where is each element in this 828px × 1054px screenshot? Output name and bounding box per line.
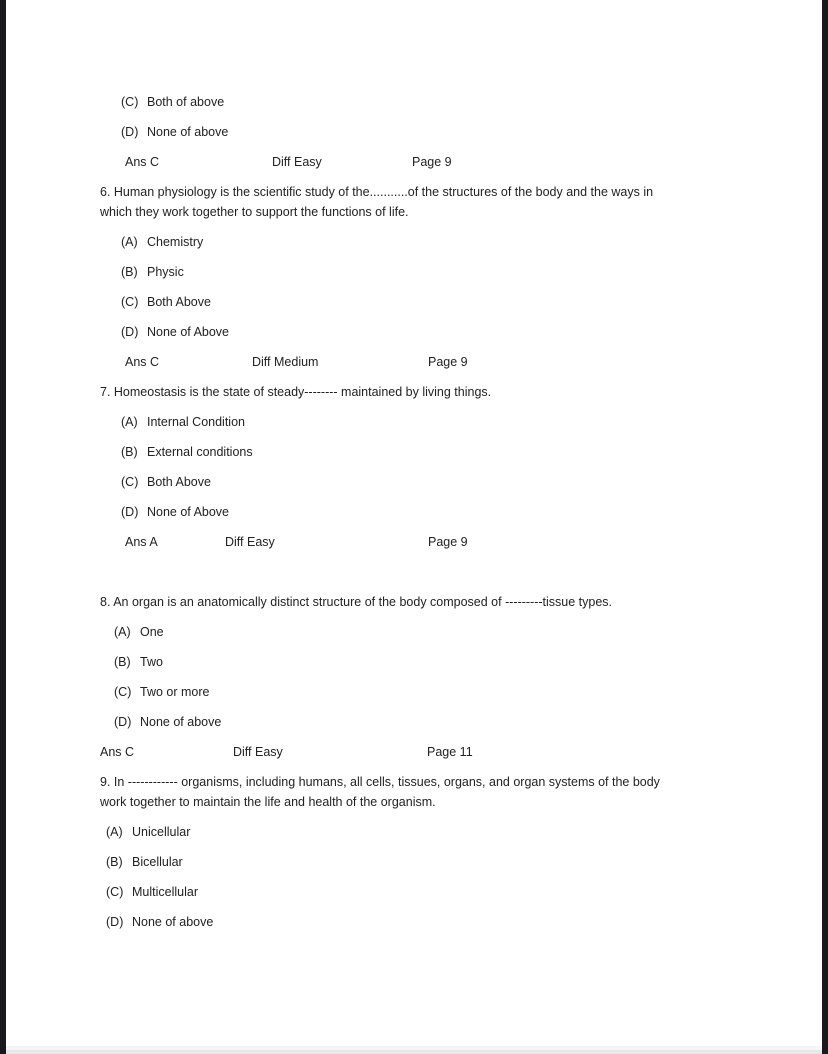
options-list (0, 817, 822, 937)
option-row (0, 287, 822, 317)
page-ref-label: Page 9 (428, 355, 468, 369)
option-row (0, 467, 822, 497)
question-text: 6. Human physiology is the scientific study of the...........of the structures of the body and the ways in which they work together to support the functions of life. (100, 185, 654, 219)
options-list (0, 407, 822, 557)
option-text: None of above (132, 915, 214, 929)
answer-meta-row (0, 737, 822, 767)
difficulty-label: Diff Medium (252, 355, 319, 369)
page-ref-label: Page 9 (428, 535, 468, 549)
option-text: None of above (147, 125, 229, 139)
option-row (0, 647, 822, 677)
option-text: Both Above (147, 475, 211, 489)
difficulty-label: Diff Easy (272, 155, 322, 169)
option-label: (B) (121, 445, 138, 459)
difficulty-label: Diff Easy (233, 745, 283, 759)
option-row (0, 257, 822, 287)
option-row (0, 877, 822, 907)
option-row (0, 227, 822, 257)
option-text: Unicellular (132, 825, 191, 839)
option-label: (C) (121, 295, 139, 309)
option-text: External conditions (147, 445, 253, 459)
option-label: (B) (114, 655, 131, 669)
answer-label: Ans C (125, 355, 160, 369)
option-label: (A) (121, 415, 138, 429)
option-text: None of above (140, 715, 222, 729)
difficulty-label: Diff Easy (225, 535, 275, 549)
option-row (0, 407, 822, 437)
option-label: (D) (106, 915, 124, 929)
option-label: (D) (121, 325, 139, 339)
question-5-fragment (0, 87, 822, 177)
option-label: (A) (121, 235, 138, 249)
option-label: (A) (114, 625, 131, 639)
option-text: None of Above (147, 505, 230, 519)
option-label: (B) (106, 855, 123, 869)
answer-label: Ans A (125, 535, 158, 549)
page-ref-label: Page 9 (412, 155, 452, 169)
answer-label: Ans C (125, 155, 160, 169)
option-text: Both of above (147, 95, 225, 109)
option-label: (D) (121, 505, 139, 519)
option-row (0, 707, 822, 737)
option-text: Both Above (147, 295, 211, 309)
option-text: Bicellular (132, 855, 183, 869)
option-text: Physic (147, 265, 184, 279)
option-label: (A) (106, 825, 123, 839)
option-text: Internal Condition (147, 415, 245, 429)
option-text: Two (140, 655, 163, 669)
option-text: One (140, 625, 164, 639)
option-row (0, 437, 822, 467)
option-text: Two or more (140, 685, 210, 699)
option-row (0, 87, 822, 117)
right-edge-bar (822, 0, 828, 1054)
option-text: Chemistry (147, 235, 204, 249)
option-label: (C) (121, 95, 139, 109)
option-label: (C) (106, 885, 124, 899)
option-label: (C) (114, 685, 132, 699)
question-text: 9. In ------------ organisms, including humans, all cells, tissues, organs, and organ systems of the body work together to maintain the life and health of the organism. (100, 775, 660, 809)
answer-meta-row (0, 527, 822, 557)
option-label: (C) (121, 475, 139, 489)
option-row (0, 847, 822, 877)
option-text: None of Above (147, 325, 230, 339)
page-ref-label: Page 11 (427, 745, 473, 759)
question-text: 8. An organ is an anatomically distinct structure of the body composed of ---------tissue types. (100, 595, 613, 609)
option-row (0, 907, 822, 937)
question-9-block (0, 772, 822, 937)
answer-meta-row (0, 347, 822, 377)
answer-meta-row (0, 147, 822, 177)
option-row (0, 117, 822, 147)
bottom-strip (6, 1050, 822, 1054)
answer-label: Ans C (100, 745, 135, 759)
option-label: (D) (114, 715, 132, 729)
option-row (0, 317, 822, 347)
option-row (0, 617, 822, 647)
option-row (0, 817, 822, 847)
option-text: Multicellular (132, 885, 198, 899)
option-row (0, 497, 822, 527)
question-6-block (0, 182, 822, 377)
question-7-block (0, 382, 822, 557)
option-label: (D) (121, 125, 139, 139)
option-row (0, 677, 822, 707)
options-list (0, 617, 822, 767)
question-text: 7. Homeostasis is the state of steady-------- maintained by living things. (100, 385, 492, 399)
options-list (0, 227, 822, 377)
question-8-block (0, 592, 822, 767)
option-label: (B) (121, 265, 138, 279)
